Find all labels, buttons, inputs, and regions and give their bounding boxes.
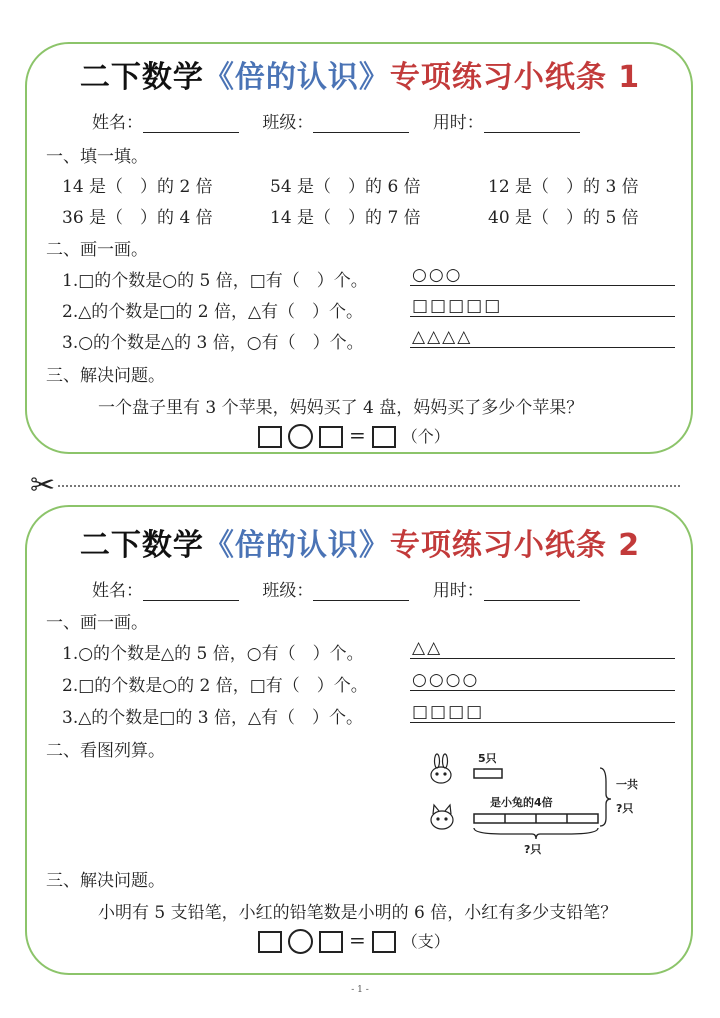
- page-number: - 1 -: [351, 985, 369, 995]
- card2-section2-header: 二、看图列算。: [46, 741, 165, 761]
- cat-icon: [431, 805, 453, 829]
- card1-equation: [258, 423, 456, 449]
- card2-problem: 小明有 5 支铅笔，小红的铅笔数是小明的 6 倍，小红有多少支铅笔？: [98, 903, 618, 923]
- operator-circle[interactable]: [288, 424, 313, 449]
- fill-item: 40 是（ ）的 5 倍: [488, 208, 639, 228]
- draw-answer-line[interactable]: [410, 657, 675, 659]
- unit-label: （支）: [401, 932, 450, 951]
- draw-answer-line[interactable]: [410, 284, 675, 286]
- class-label: 班级：: [262, 113, 314, 133]
- card2-section3-header: 三、解决问题。: [46, 871, 165, 891]
- scissors-icon: ✂: [30, 468, 56, 503]
- card1-title: [0, 52, 720, 96]
- class-label: 班级：: [262, 581, 314, 601]
- name-label: 姓名：: [92, 113, 143, 133]
- cut-line: [58, 485, 680, 487]
- draw-question: 3.○的个数是△的 3 倍，○有（ ）个。: [62, 333, 364, 353]
- draw-answer-line[interactable]: [410, 721, 675, 723]
- total-label: 一共: [616, 778, 638, 791]
- segment-diagram: [424, 742, 650, 860]
- card1-title-sub: 专项练习小纸条 1: [389, 60, 641, 95]
- rabbit-icon: [431, 754, 451, 783]
- card2-title-topic: 《倍的认识》: [203, 528, 390, 563]
- fill-item: 54 是（ ）的 6 倍: [270, 177, 421, 197]
- card2-section1-header: 一、画一画。: [46, 613, 148, 633]
- draw-shapes: ○○○: [412, 265, 463, 285]
- card1-section1-header: 一、填一填。: [46, 147, 148, 167]
- card2-info-row: [92, 576, 598, 601]
- draw-answer-line[interactable]: [410, 315, 675, 317]
- total-unknown-label: ?只: [616, 802, 634, 815]
- answer-box[interactable]: [319, 426, 343, 448]
- time-label: 用时：: [432, 113, 484, 133]
- card2-equation: [258, 928, 456, 954]
- draw-shapes: △△: [412, 638, 443, 658]
- fill-item: 14 是（ ）的 7 倍: [270, 208, 421, 228]
- answer-box[interactable]: [319, 931, 343, 953]
- equals-sign: =: [349, 928, 366, 952]
- draw-shapes: □□□□: [412, 702, 485, 722]
- answer-box[interactable]: [258, 426, 282, 448]
- draw-question: 2.□的个数是○的 2 倍，□有（ ）个。: [62, 676, 368, 696]
- draw-question: 3.△的个数是□的 3 倍，△有（ ）个。: [62, 708, 364, 728]
- draw-answer-line[interactable]: [410, 346, 675, 348]
- card1-title-grade: 二下数学: [79, 60, 204, 95]
- fill-item: 36 是（ ）的 4 倍: [62, 208, 213, 228]
- name-field[interactable]: [143, 586, 239, 601]
- time-label: 用时：: [432, 581, 484, 601]
- draw-shapes: ○○○○: [412, 670, 480, 690]
- time-field[interactable]: [484, 118, 580, 133]
- fill-item: 14 是（ ）的 2 倍: [62, 177, 213, 197]
- draw-shapes: △△△△: [412, 327, 473, 347]
- name-label: 姓名：: [92, 581, 143, 601]
- draw-question: 2.△的个数是□的 2 倍，△有（ ）个。: [62, 302, 364, 322]
- cat-count-label: ?只: [524, 843, 542, 856]
- answer-box[interactable]: [372, 931, 396, 953]
- multiple-label: 是小兔的4倍: [490, 796, 553, 809]
- time-field[interactable]: [484, 586, 580, 601]
- card1-info-row: [92, 108, 598, 133]
- card2-title: [0, 520, 720, 564]
- operator-circle[interactable]: [288, 929, 313, 954]
- fill-item: 12 是（ ）的 3 倍: [488, 177, 639, 197]
- answer-box[interactable]: [372, 426, 396, 448]
- card1-title-topic: 《倍的认识》: [203, 60, 390, 95]
- class-field[interactable]: [313, 586, 409, 601]
- unit-label: （个）: [401, 427, 450, 446]
- card1-section3-header: 三、解决问题。: [46, 366, 165, 386]
- answer-box[interactable]: [258, 931, 282, 953]
- card1-section2-header: 二、画一画。: [46, 240, 148, 260]
- card2-title-sub: 专项练习小纸条 2: [389, 528, 641, 563]
- draw-shapes: □□□□□: [412, 296, 503, 316]
- rabbit-count-label: 5只: [478, 752, 497, 765]
- draw-question: 1.□的个数是○的 5 倍，□有（ ）个。: [62, 271, 368, 291]
- equals-sign: =: [349, 423, 366, 447]
- draw-question: 1.○的个数是△的 5 倍，○有（ ）个。: [62, 644, 364, 664]
- name-field[interactable]: [143, 118, 239, 133]
- card2-title-grade: 二下数学: [79, 528, 204, 563]
- card1-problem: 一个盘子里有 3 个苹果，妈妈买了 4 盘，妈妈买了多少个苹果？: [98, 398, 584, 418]
- draw-answer-line[interactable]: [410, 689, 675, 691]
- class-field[interactable]: [313, 118, 409, 133]
